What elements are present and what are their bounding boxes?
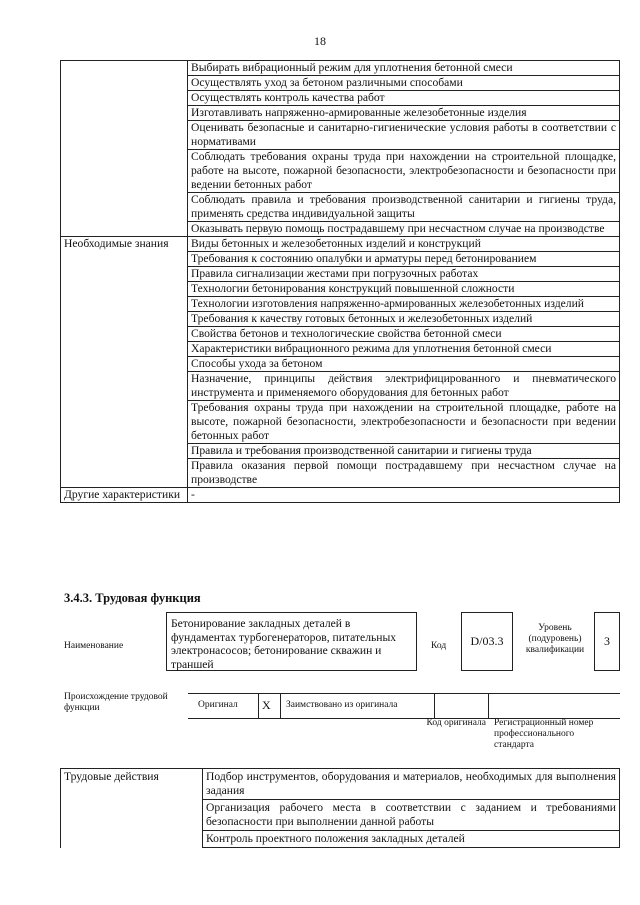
knowledge-label: Необходимые знания <box>61 237 188 488</box>
other-label: Другие характеристики <box>61 488 188 503</box>
knowledge-item: Виды бетонных и железобетонных изделий и конструкций <box>188 237 620 252</box>
knowledge-item: Правила и требования производственной санитарии и гигиены труда <box>188 444 620 459</box>
level-label: Уровень (подуровень) квалификации <box>525 623 585 655</box>
skill-item: Оценивать безопасные и санитарно-гигиенические условия работы в соответствии с нормативами <box>188 121 620 150</box>
knowledge-item: Требования к состоянию опалубки и арматуры перед бетонированием <box>188 252 620 267</box>
action-item: Подбор инструментов, оборудования и материалов, необходимых для выполнения задания <box>203 769 620 800</box>
skill-item: Изготавливать напряженно-армированные железобетонные изделия <box>188 106 620 121</box>
registration-caption: Регистрационный номер профессионального стандарта <box>494 718 594 750</box>
skill-item: Выбирать вибрационный режим для уплотнения бетонной смеси <box>188 61 620 76</box>
knowledge-item: Правила сигнализации жестами при погрузочных работах <box>188 267 620 282</box>
skill-item: Соблюдать правила и требования производственной санитарии и гигиены труда, применять средства индивидуальной защиты <box>188 193 620 222</box>
knowledge-item: Характеристики вибрационного режима для уплотнения бетонной смеси <box>188 342 620 357</box>
table-row <box>61 488 620 503</box>
other-value: - <box>188 488 620 503</box>
origin-label: Происхождение трудовой функции <box>64 692 168 713</box>
code-label: Код <box>431 641 447 651</box>
knowledge-item: Требования охраны труда при нахождении на строительной площадке, работе на высоте, пожарной безопасности, электробезопасности и безопасности при ведении бетонных работ <box>188 401 620 444</box>
origin-row <box>188 693 620 719</box>
knowledge-item: Свойства бетонов и технологические свойства бетонной смеси <box>188 327 620 342</box>
name-label: Наименование <box>64 641 124 651</box>
knowledge-item: Технологии бетонирования конструкций повышенной сложности <box>188 282 620 297</box>
skill-item: Осуществлять контроль качества работ <box>188 91 620 106</box>
table-row <box>61 769 620 800</box>
qualification-level-box: 3 <box>594 612 620 671</box>
origin-original: Оригинал <box>198 700 238 710</box>
origin-code-caption: Код оригинала <box>426 718 486 728</box>
action-item: Организация рабочего места в соответствии с заданием и требованиями безопасности при выполнении данной работы <box>203 800 620 831</box>
function-name-box: Бетонирование закладных деталей в фундаментах турбогенераторов, питательных электронасосов; бетонирование скважин и траншей <box>166 612 417 671</box>
table-row <box>61 61 620 76</box>
knowledge-item: Требования к качеству готовых бетонных и железобетонных изделий <box>188 312 620 327</box>
knowledge-item: Назначение, принципы действия электрифицированного и пневматического инструмента и применяемого оборудования для бетонных работ <box>188 372 620 401</box>
skills-label-cell <box>61 61 188 237</box>
function-code-box: D/03.3 <box>461 612 513 671</box>
skill-item: Осуществлять уход за бетоном различными способами <box>188 76 620 91</box>
action-item: Контроль проектного положения закладных деталей <box>203 831 620 848</box>
table-row <box>61 237 620 252</box>
skill-item: Оказывать первую помощь пострадавшему при несчастном случае на производстве <box>188 222 620 237</box>
skill-item: Соблюдать требования охраны труда при нахождении на строительной площадке, работе на высоте, пожарной безопасности, электробезопасности и безопасности при ведении бетонных работ <box>188 150 620 193</box>
knowledge-item: Способы ухода за бетоном <box>188 357 620 372</box>
knowledge-item: Технологии изготовления напряженно-армированных железобетонных изделий <box>188 297 620 312</box>
labor-actions-table <box>60 768 620 848</box>
origin-borrowed: Заимствовано из оригинала <box>286 700 398 710</box>
origin-mark: X <box>262 698 271 712</box>
knowledge-item: Правила оказания первой помощи пострадавшему при несчастном случае на производстве <box>188 459 620 488</box>
page-number: 18 <box>314 34 326 48</box>
section-title: 3.4.3. Трудовая функция <box>64 591 201 605</box>
skills-knowledge-table <box>60 60 620 503</box>
actions-label: Трудовые действия <box>61 769 203 848</box>
